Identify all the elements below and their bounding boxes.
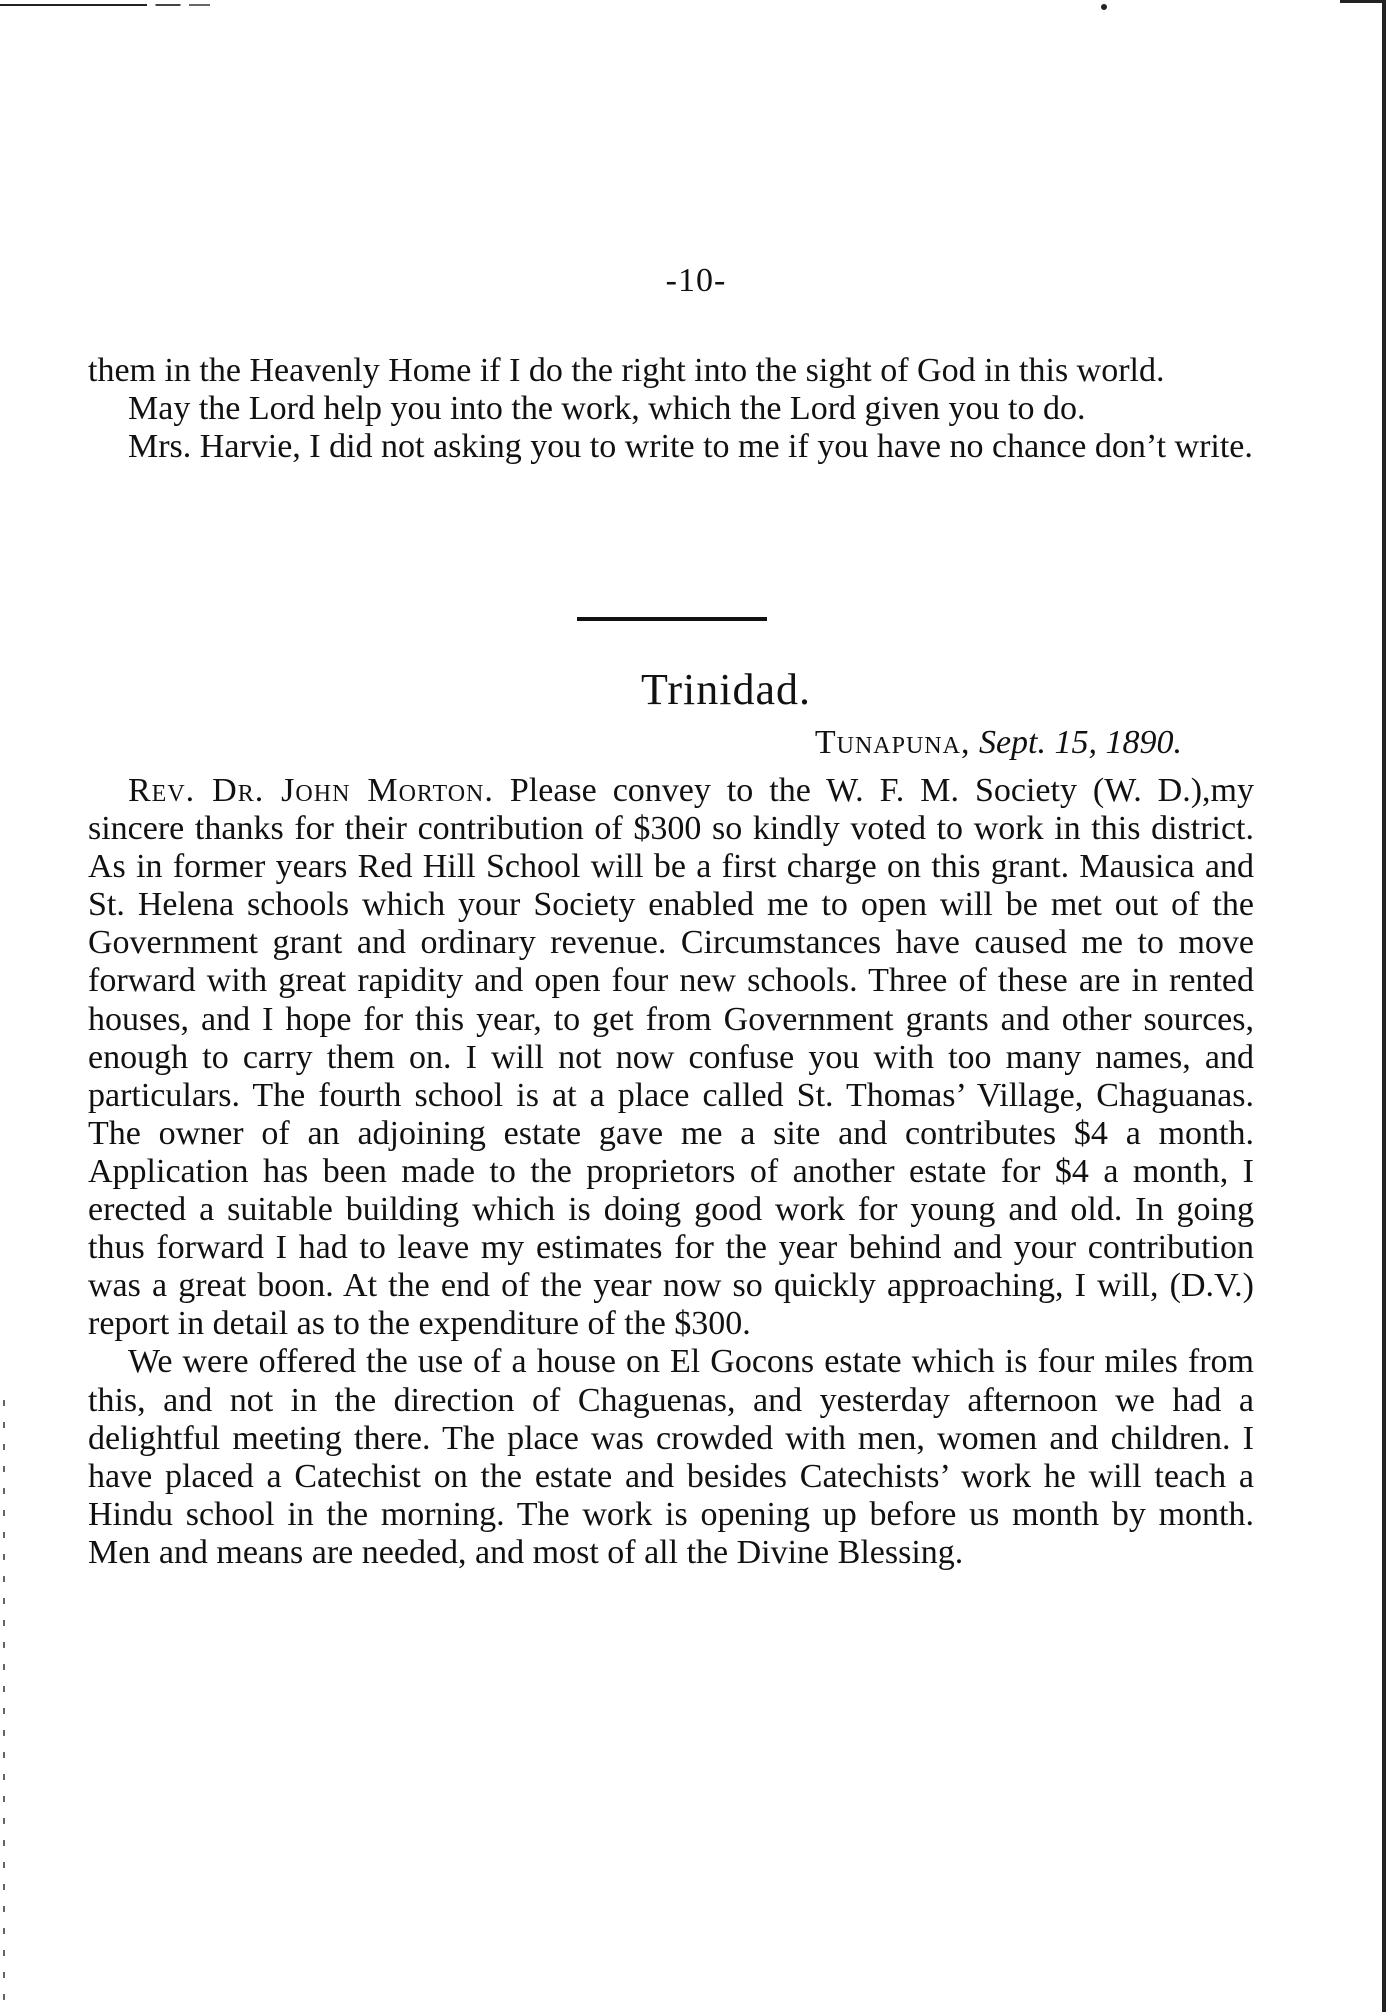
opening-paragraph: May the Lord help you into the work, which the Lord given you to do. bbox=[128, 390, 1086, 428]
page-edge-top bbox=[1340, 0, 1386, 3]
letter-paragraph bbox=[88, 772, 1254, 1343]
page-number: -10- bbox=[665, 262, 727, 299]
dateline-date: Sept. 15, 1890. bbox=[978, 724, 1182, 761]
scan-left-specks bbox=[3, 1400, 5, 2010]
section-divider bbox=[577, 617, 767, 621]
scan-speck bbox=[1101, 4, 1107, 10]
opening-paragraph: Mrs. Harvie, I did not asking you to write to me if you have no chance don’t write. bbox=[128, 428, 1253, 466]
letter-salutation: Rev. Dr. John Morton. bbox=[128, 772, 494, 809]
letter-body bbox=[88, 772, 1254, 1572]
scan-top-rule bbox=[0, 4, 210, 6]
page-edge-right bbox=[1382, 0, 1386, 2012]
section-heading: Trinidad. bbox=[641, 665, 811, 714]
dateline-place: Tunapuna, bbox=[814, 724, 971, 761]
opening-paragraph: them in the Heavenly Home if I do the right into the sight of God in this world. bbox=[88, 352, 1165, 389]
opening-text bbox=[88, 352, 1254, 466]
letter-paragraph: We were offered the use of a house on El Gocons estate which is four miles from this, and not in the direction of Chaguenas, and yesterday afternoon we had a delightful meeting there. The place was crowded with men, women and children. I have placed a Catechist on the estate and besides Catechists’ work he will teach a Hindu school in the morning. The work is opening up before us month by month. Men and means are needed, and most of all the Divine Blessing. bbox=[88, 1343, 1254, 1571]
letter-paragraph-text: Please convey to the W. F. M. Society (W. D.),my sincere thanks for their contribution of $300 so kindly voted to work in this district. As in former years Red Hill School will be a first charge on this grant. Mausica and St. Helena schools which your Society enabled me to open will be met out of the Government grant and ordinary revenue. Circumstances have caused me to move forward with great rapidity and open four new schools. Three of these are in rented houses, and I hope for this year, to get from Government grants and other sources, enough to carry them on. I will not now confuse you with too many names, and particulars. The fourth school is at a place called St. Thomas’ Village, Chaguanas. The owner of an adjoining estate gave me a site and contributes $4 a month. Application has been made to the proprietors of another estate for $4 a month, I erected a suitable building which is doing good work for young and old. In going thus forward I had to leave my estimates for the year behind and your contribution was a great boon. At the end of the year now so quickly approaching, I will, (D.V.) report in detail as to the expenditure of the $300. bbox=[88, 772, 1255, 1343]
dateline bbox=[0, 724, 1182, 762]
